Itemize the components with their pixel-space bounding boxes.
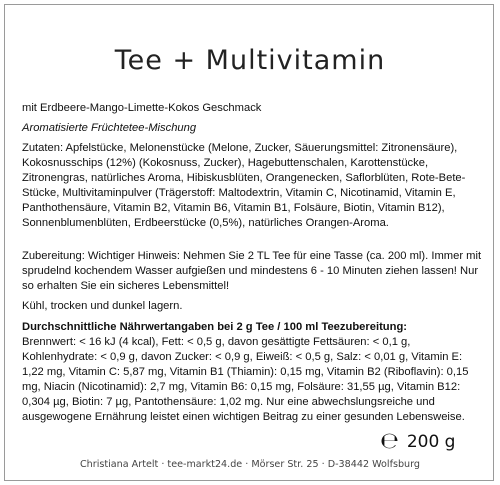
- nutrition-text: Brennwert: < 16 kJ (4 kcal), Fett: < 0,5 g, davon gesättigte Fettsäuren: < 0,1 g, Kohlenhydrate: < 0,9 g, davon Zucker: < 0,9 g, Eiweiß: < 0,5 g, Salz: < 0,01 g, Vitamin E: 1,22 mg, Vitamin C: 5,87 mg, Vitamin B1 (Thiamin): 0,15 mg, Vitamin B2 (Riboflavin): 0,15 mg, Niacin (Nicotinamid): 2,7 mg, Vitamin B6: 0,15 mg, Folsäure: 31,55 µg, Vitamin B12: 0,304 µg, Biotin: 7 µg, Pantothensäure: 1,02 mg. Nur eine abwechslungsreiche und ausgewogene Ernährung leistet einen wichtigen Beitrag zu einer gesunden Lebensweise.: [22, 336, 469, 423]
- net-weight: [380, 429, 455, 454]
- storage-text: Kühl, trocken und dunkel lagern.: [22, 300, 183, 312]
- flavor-subtitle: mit Erdbeere-Mango-Limette-Kokos Geschmack: [22, 102, 262, 114]
- estimated-sign-icon: ℮: [380, 429, 399, 454]
- product-category: Aromatisierte Früchtetee-Mischung: [22, 122, 197, 134]
- ingredients-text: Zutaten: Apfelstücke, Melonenstücke (Melone, Zucker, Säuerungsmittel: Zitronensäure), Kokosnusschips (12%) (Kokosnuss, Zucker), Hagebuttenschalen, Karottenstücke, Zitronengras, natürliches Aroma, Hibiskusblüten, Orangenecken, Saflorblüten, Rote-Bete-Stücke, Multivitaminpulver (Trägerstoff: Maltodextrin, Vitamin C, Nicotinamid, Vitamin E, Panthothensäure, Vitamin B2, Vitamin B6, Vitamin B1, Folsäure, Biotin, Vitamin B12), Sonnenblumenblüten, Erdbeerstücke (0,5%), natürliches Orangen-Aroma.: [22, 142, 466, 229]
- footer-address: Christiana Artelt · tee-markt24.de · Mörser Str. 25 · D-38442 Wolfsburg: [79, 459, 420, 470]
- preparation-text: Zubereitung: Wichtiger Hinweis: Nehmen Sie 2 TL Tee für eine Tasse (ca. 200 ml). Immer mit sprudelnd kochendem Wasser aufgießen und mindestens 6 - 10 Minuten ziehen lassen! Nur so erhalten Sie ein sicheres Lebensmittel!: [22, 250, 482, 292]
- product-title: Tee + Multivitamin: [114, 45, 386, 76]
- nutrition-heading: Durchschnittliche Nährwertangaben bei 2 g Tee / 100 ml Teezubereitung:: [22, 321, 408, 333]
- weight-value: 200 g: [406, 432, 456, 452]
